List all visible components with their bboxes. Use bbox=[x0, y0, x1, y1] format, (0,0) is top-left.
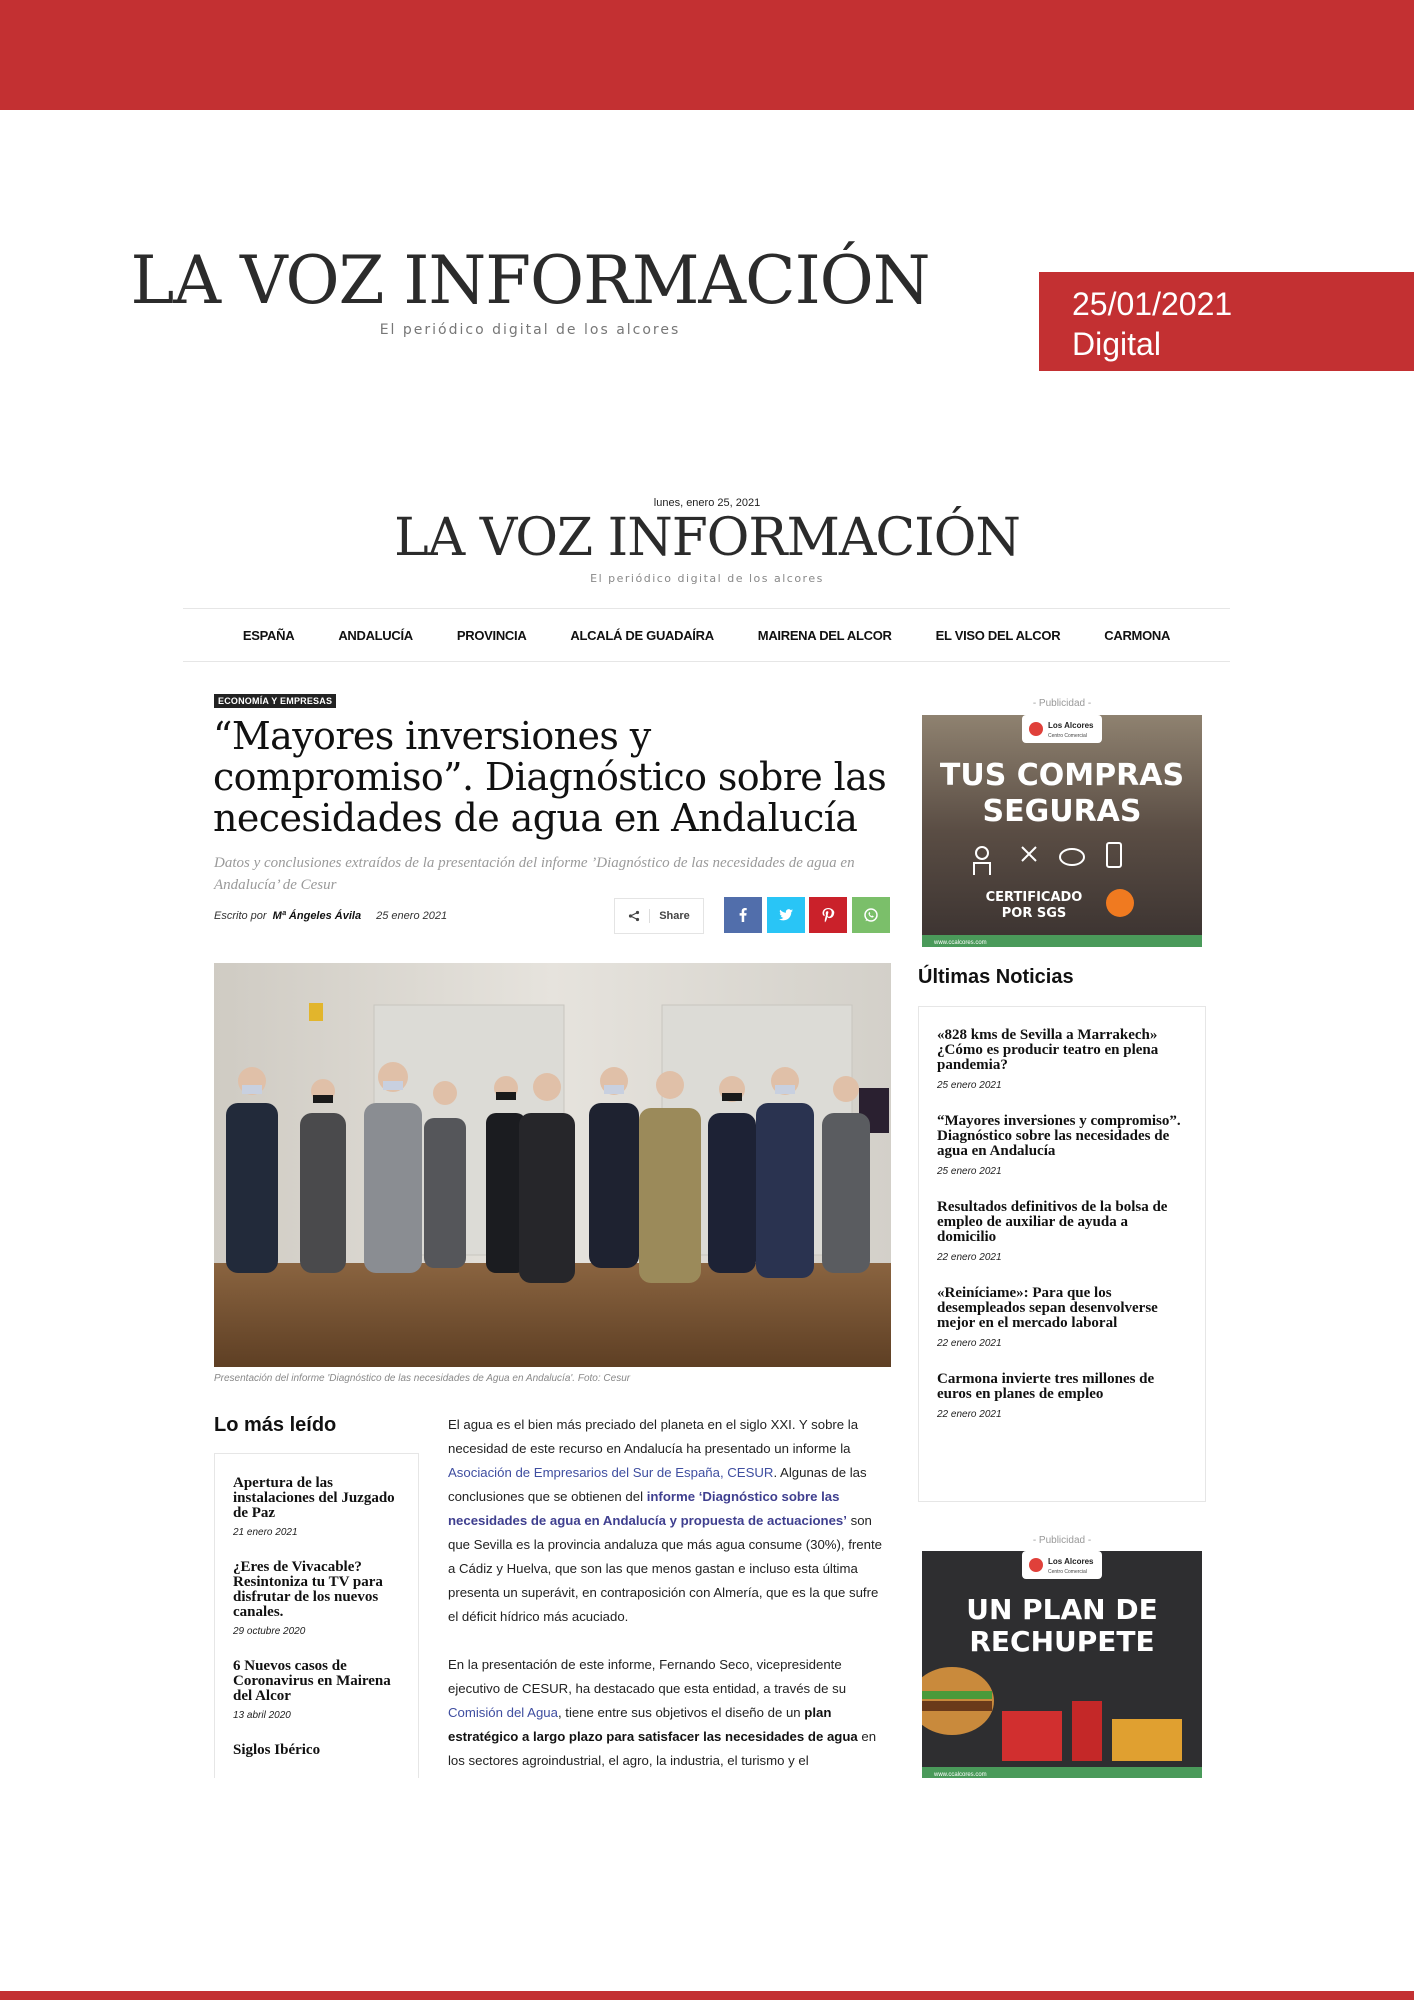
latest-news-list bbox=[918, 1006, 1206, 1502]
most-read-date: 29 octubre 2020 bbox=[233, 1626, 306, 1637]
article-title: “Mayores inversiones y compromiso”. Diagnóstico sobre las necesidades de agua en Andalucía bbox=[213, 714, 887, 840]
share-button[interactable] bbox=[614, 898, 704, 934]
latest-news-title[interactable]: Resultados definitivos de la bolsa de empleo de auxiliar de ayuda a domicilio bbox=[937, 1199, 1168, 1245]
nav-item-provincia[interactable]: PROVINCIA bbox=[456, 627, 527, 643]
ad1-line1: TUS COMPRAS bbox=[939, 758, 1185, 793]
byline-prefix: Escrito por bbox=[214, 910, 267, 922]
site-tagline: El periódico digital de los alcores bbox=[590, 572, 824, 585]
twitter-icon bbox=[778, 907, 794, 923]
site-logo[interactable]: LA VOZ INFORMACIÓN bbox=[394, 508, 1020, 568]
photo-caption: Presentación del informe 'Diagnóstico de las necesidades de Agua en Andalucía'. Foto: Cesur bbox=[214, 1373, 631, 1384]
facebook-icon bbox=[735, 907, 751, 923]
brand-logo-icon bbox=[1029, 1558, 1043, 1572]
byline bbox=[214, 910, 447, 922]
nav-item-espana[interactable]: ESPAÑA bbox=[242, 627, 295, 643]
pinterest-icon bbox=[820, 907, 836, 923]
most-read-title[interactable]: 6 Nuevos casos de Coronavirus en Mairena del Alcor bbox=[233, 1658, 391, 1704]
most-read-date: 13 abril 2020 bbox=[233, 1710, 291, 1721]
latest-news-date: 25 enero 2021 bbox=[937, 1080, 1002, 1091]
clipping-date: 25/01/2021 bbox=[1072, 286, 1233, 322]
clipping-masthead-title: LA VOZ INFORMACIÓN bbox=[130, 242, 930, 319]
body-text-run: En la presentación de este informe, Fernando Seco, vicepresidente ejecutivo de CESUR, ha destacado que esta entidad, a través de su bbox=[448, 1657, 847, 1696]
list-item bbox=[233, 1743, 402, 1758]
list-item bbox=[937, 1286, 1187, 1349]
ad1-line2: SEGURAS bbox=[982, 794, 1142, 829]
ad2-brand: Los Alcores bbox=[1048, 1557, 1094, 1566]
whatsapp-icon bbox=[863, 907, 879, 923]
body-text-run: son que Sevilla es la provincia andaluza que más agua consume (30%), frente a Cádiz y Huelva, que son las que menos gastan e incluso esta última presenta un superávit, en contraposición con Almería, que es la que sufre el déficit hídrico más acuciado. bbox=[448, 1513, 882, 1624]
share-divider bbox=[649, 909, 650, 923]
most-read-heading: Lo más leído bbox=[214, 1414, 337, 1436]
site-date: lunes, enero 25, 2021 bbox=[653, 497, 761, 509]
list-item bbox=[937, 1028, 1187, 1091]
ad1-cert1: CERTIFICADO bbox=[985, 890, 1083, 905]
nav-item-el-viso[interactable]: EL VISO DEL ALCOR bbox=[935, 627, 1061, 643]
body-paragraph bbox=[448, 1413, 890, 1629]
nav-item-carmona[interactable]: CARMONA bbox=[1104, 627, 1171, 643]
body-text-run: , tiene entre sus objetivos el diseño de un bbox=[557, 1705, 805, 1720]
most-read-title[interactable]: Apertura de las instalaciones del Juzgado de Paz bbox=[233, 1475, 395, 1521]
ad1-brand: Los Alcores bbox=[1048, 721, 1094, 730]
category-tag[interactable]: ECONOMÍA Y EMPRESAS bbox=[214, 694, 336, 708]
ad-banner-compras[interactable] bbox=[922, 715, 1202, 947]
report-link[interactable]: informe ‘Diagnóstico sobre las necesidades de agua en Andalucía y propuesta de actuaciones’ bbox=[448, 1489, 847, 1528]
latest-news-date: 22 enero 2021 bbox=[937, 1409, 1002, 1420]
list-item bbox=[937, 1200, 1187, 1263]
latest-news-heading: Últimas Noticias bbox=[918, 966, 1074, 988]
clipping-footer-band bbox=[0, 1991, 1414, 2000]
latest-news-date: 22 enero 2021 bbox=[937, 1338, 1002, 1349]
most-read-title[interactable]: ¿Eres de Vivacable? Resintoniza tu TV para disfrutar de los nuevos canales. bbox=[233, 1559, 383, 1620]
body-bold-run: plan estratégico a largo plazo para satisfacer las necesidades de agua bbox=[448, 1705, 858, 1744]
nav-item-andalucia[interactable]: ANDALUCÍA bbox=[338, 627, 413, 643]
ad2-line2: RECHUPETE bbox=[969, 1625, 1155, 1658]
latest-news-date: 22 enero 2021 bbox=[937, 1252, 1002, 1263]
facebook-share-button[interactable] bbox=[724, 897, 762, 933]
list-item bbox=[233, 1476, 402, 1538]
clipping-header-band bbox=[0, 0, 1414, 110]
latest-news-title[interactable]: “Mayores inversiones y compromiso”. Diagnóstico sobre las necesidades de agua en Andalucía bbox=[937, 1113, 1181, 1159]
cesur-link[interactable]: Asociación de Empresarios del Sur de España, CESUR bbox=[448, 1465, 774, 1480]
main-nav bbox=[183, 608, 1230, 662]
list-item bbox=[233, 1659, 402, 1721]
most-read-date: 21 enero 2021 bbox=[233, 1527, 298, 1538]
pinterest-share-button[interactable] bbox=[809, 897, 847, 933]
list-item bbox=[937, 1372, 1187, 1420]
ad-label: - Publicidad - bbox=[1032, 1535, 1092, 1546]
share-label: Share bbox=[659, 910, 690, 922]
page-margin bbox=[0, 1778, 1414, 1991]
article-subtitle: Datos y conclusiones extraídos de la presentación del informe ’Diagnóstico de las necesidades de agua en Andalucía’ de Cesur bbox=[214, 855, 855, 893]
ad2-brand-sub: Centro Comercial bbox=[1048, 1569, 1087, 1575]
list-item bbox=[233, 1560, 402, 1637]
article-body bbox=[448, 1413, 890, 1821]
latest-news-title[interactable]: Carmona invierte tres millones de euros en planes de empleo bbox=[937, 1371, 1155, 1402]
clipping-date-box bbox=[1039, 272, 1414, 371]
article-photo bbox=[214, 963, 891, 1367]
author-link[interactable]: Mª Ángeles Ávila bbox=[272, 910, 362, 922]
latest-news-title[interactable]: «828 kms de Sevilla a Marrakech» ¿Cómo es producir teatro en plena pandemia? bbox=[937, 1027, 1159, 1073]
brand-logo-icon bbox=[1029, 722, 1043, 736]
ad-label: - Publicidad - bbox=[1032, 698, 1092, 709]
share-icon bbox=[628, 910, 640, 922]
latest-news-date: 25 enero 2021 bbox=[937, 1166, 1002, 1177]
twitter-share-button[interactable] bbox=[767, 897, 805, 933]
body-paragraph bbox=[448, 1653, 890, 1797]
latest-news-title[interactable]: «Reiníciame»: Para que los desempleados sepan desenvolverse mejor en el mercado laboral bbox=[937, 1285, 1158, 1331]
nav-item-alcala[interactable]: ALCALÁ DE GUADAÍRA bbox=[570, 627, 714, 643]
body-text-run: en los sectores agroindustrial, el agro, la industria, el turismo y el bbox=[448, 1729, 877, 1768]
list-item bbox=[937, 1114, 1187, 1177]
body-text-run: El agua es el bien más preciado del planeta en el siglo XXI. Y sobre la necesidad de este recurso en Andalucía ha presentado un informe la bbox=[448, 1417, 859, 1456]
ad1-brand-sub: Centro Comercial bbox=[1048, 733, 1087, 739]
ad-banner-rechupete[interactable] bbox=[922, 1551, 1202, 1779]
clipping-masthead-tagline: El periódico digital de los alcores bbox=[379, 322, 681, 338]
article-date: 25 enero 2021 bbox=[376, 910, 448, 922]
ad1-footer: www.ccalcores.com bbox=[934, 940, 987, 946]
clipping-medium: Digital bbox=[1072, 326, 1161, 362]
clipping-masthead bbox=[80, 242, 980, 338]
nav-item-mairena[interactable]: MAIRENA DEL ALCOR bbox=[757, 627, 892, 643]
body-text-run: . Algunas de las conclusiones que se obtienen del bbox=[448, 1465, 867, 1504]
ad1-cert2: POR SGS bbox=[1001, 906, 1067, 921]
ad2-line1: UN PLAN DE bbox=[966, 1593, 1158, 1626]
most-read-title[interactable]: Siglos Ibérico bbox=[233, 1742, 321, 1758]
water-commission-link[interactable]: Comisión del Agua bbox=[448, 1705, 558, 1720]
ad2-footer: www.ccalcores.com bbox=[934, 1772, 987, 1778]
whatsapp-share-button[interactable] bbox=[852, 897, 890, 933]
